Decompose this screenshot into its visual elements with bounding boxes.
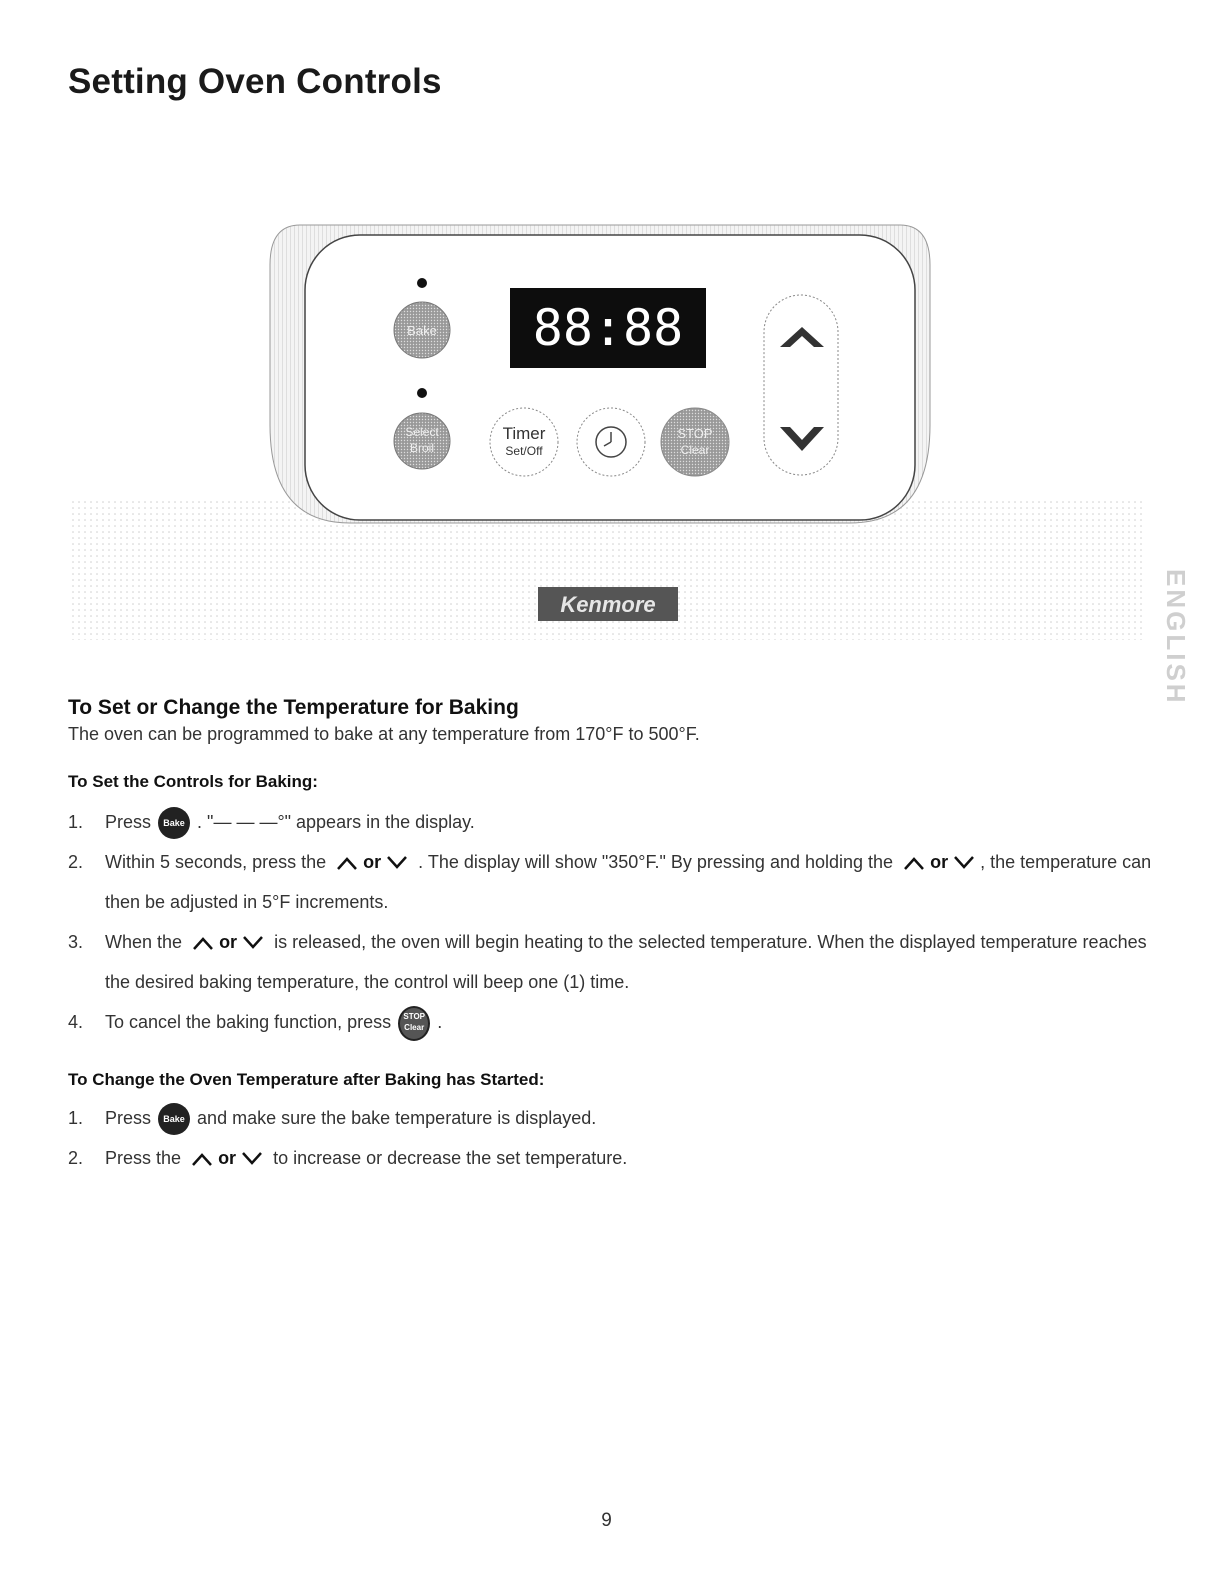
bake-key-icon: Bake bbox=[158, 1103, 190, 1135]
down-arrow-icon bbox=[387, 856, 407, 870]
step-item: 2. Within 5 seconds, press the or . The display will show "350°F." By pressing and holding the or , the temperature can then be adjusted in 5°F increments. bbox=[68, 852, 1152, 912]
up-arrow-icon bbox=[193, 936, 213, 950]
up-arrow-icon bbox=[337, 856, 357, 870]
step-item: 1. Press Bake . "— — —°" appears in the display. bbox=[68, 802, 1158, 842]
stop-clear-key-icon: STOP Clear bbox=[398, 1006, 430, 1041]
stop-label: STOP bbox=[677, 426, 713, 441]
bake-key-icon: Bake bbox=[158, 807, 190, 839]
steps-list bbox=[68, 1098, 1158, 1178]
up-arrow-icon bbox=[192, 1152, 212, 1166]
steps-list bbox=[68, 802, 1158, 1042]
step-item: 1. Press Bake and make sure the bake temperature is displayed. bbox=[68, 1098, 1158, 1138]
timer-label-2: Set/Off bbox=[505, 444, 543, 458]
up-arrow-icon bbox=[904, 856, 924, 870]
bake-button-label: Bake bbox=[407, 323, 437, 338]
step-item: 4. To cancel the baking function, press STOP Clear . bbox=[68, 1002, 1158, 1042]
page-number: 9 bbox=[601, 1510, 612, 1531]
language-side-tab: ENGLISH bbox=[1161, 569, 1191, 706]
down-arrow-icon bbox=[954, 856, 974, 870]
select-broil-label-2: Broil bbox=[409, 441, 435, 455]
section-intro: The oven can be programmed to bake at any temperature from 170°F to 500°F. bbox=[68, 724, 700, 744]
control-panel-illustration bbox=[70, 205, 1150, 665]
stop-clear-button-graphic bbox=[661, 408, 729, 476]
section-heading: To Set or Change the Temperature for Baking bbox=[68, 696, 519, 719]
clear-label: Clear bbox=[680, 443, 710, 457]
subsection-heading: To Change the Oven Temperature after Baking has Started: bbox=[68, 1070, 545, 1089]
change-temperature-section bbox=[68, 1070, 1158, 1178]
step-item: 2. Press the or to increase or decrease the set temperature. bbox=[68, 1148, 628, 1168]
control-panel-figure bbox=[70, 205, 1150, 665]
down-arrow-icon bbox=[243, 936, 263, 950]
select-broil-label-1: Select bbox=[405, 425, 439, 439]
brand-logo: Kenmore bbox=[560, 592, 656, 617]
down-arrow-icon bbox=[242, 1152, 262, 1166]
page-title: Setting Oven Controls bbox=[68, 62, 442, 101]
step-item: 3. When the or is released, the oven will begin heating to the selected temperature. When the displayed temperature reaches the desired baking temperature, the control will beep one (1) time. bbox=[68, 932, 1147, 992]
subsection-heading: To Set the Controls for Baking: bbox=[68, 772, 318, 791]
display-readout: 88:88 bbox=[532, 299, 684, 357]
set-controls-section bbox=[68, 772, 1158, 1042]
timer-label-1: Timer bbox=[502, 424, 546, 443]
baking-temperature-section bbox=[68, 696, 1158, 745]
